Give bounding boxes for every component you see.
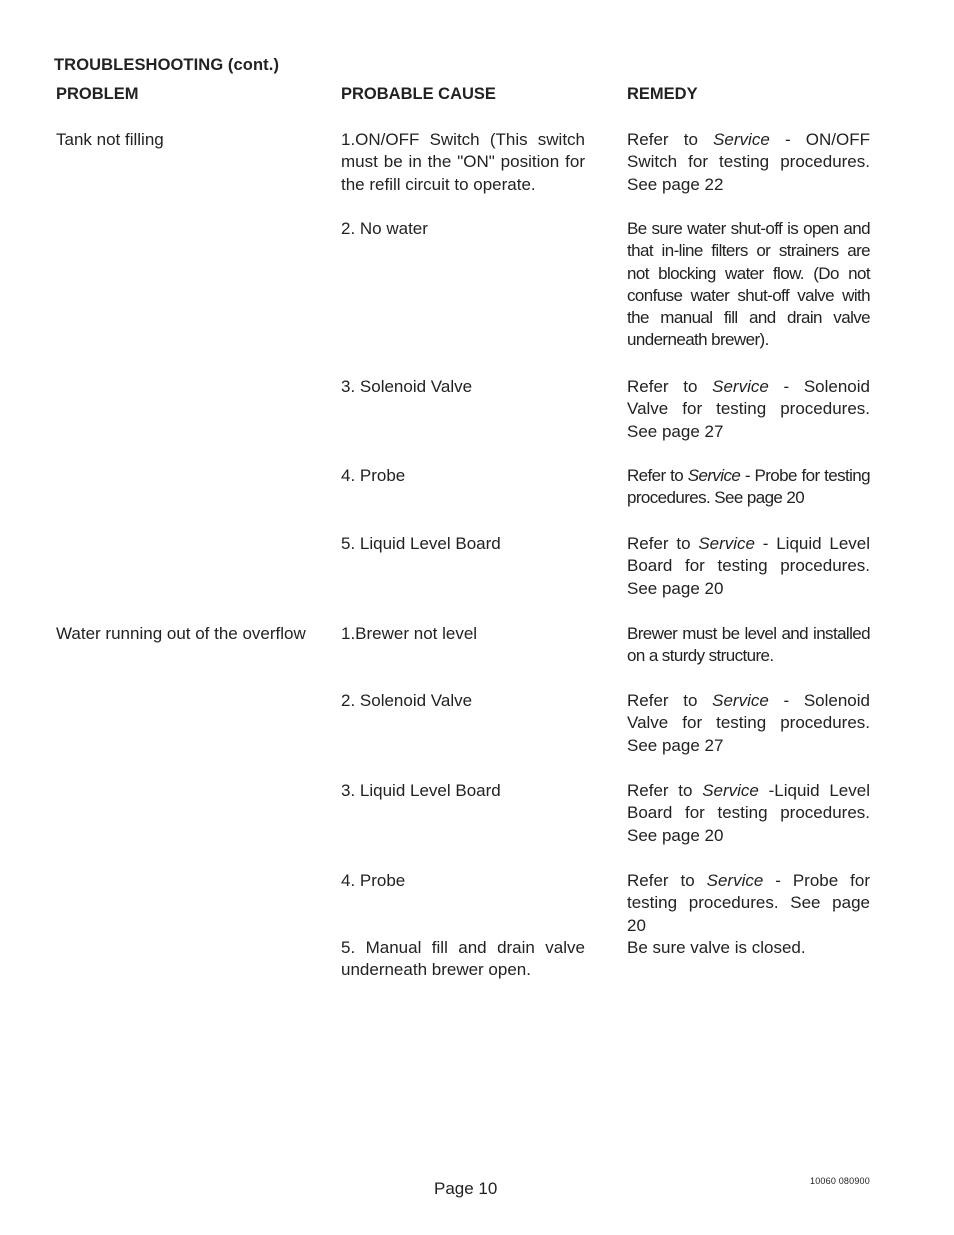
cause-cell: 4. Probe bbox=[341, 466, 406, 485]
problem-cell: Water running out of the overflow bbox=[56, 624, 306, 643]
remedy-cell: Refer to Service - ON/OFF Switch for testing procedures. See page 22 bbox=[627, 130, 870, 194]
remedy-cell: Refer to Service - Liquid Level Board for testing procedures. See page 20 bbox=[627, 534, 871, 598]
cause-cell: 4. Probe bbox=[341, 871, 406, 890]
document-code: 10060 080900 bbox=[810, 1176, 870, 1186]
remedy-cell: Refer to Service -Liquid Level Board for testing procedures. See page 20 bbox=[627, 781, 870, 845]
cause-cell: 5. Manual fill and drain valve underneath brewer open. bbox=[341, 938, 585, 980]
remedy-cell: Refer to Service - Probe for testing procedures. See page 20 bbox=[627, 466, 870, 508]
remedy-cell: Brewer must be level and installed on a sturdy structure. bbox=[627, 624, 870, 666]
column-header-problem: PROBLEM bbox=[56, 85, 139, 103]
cause-cell: 5. Liquid Level Board bbox=[341, 534, 501, 553]
cause-cell: 1.Brewer not level bbox=[341, 624, 478, 643]
column-header-cause: PROBABLE CAUSE bbox=[341, 85, 496, 103]
remedy-cell: Refer to Service - Solenoid Valve for testing procedures. See page 27 bbox=[627, 691, 870, 755]
problem-cell: Tank not filling bbox=[56, 130, 164, 149]
remedy-cell: Refer to Service - Solenoid Valve for testing procedures. See page 27 bbox=[627, 377, 870, 441]
cause-cell: 2. Solenoid Valve bbox=[341, 691, 473, 710]
column-header-remedy: REMEDY bbox=[627, 85, 698, 103]
page-number: Page 10 bbox=[434, 1179, 498, 1198]
cause-cell: 1.ON/OFF Switch (This switch must be in the "ON" position for the refill circuit to operate. bbox=[341, 130, 585, 194]
remedy-cell: Refer to Service - Probe for testing procedures. See page 20 bbox=[627, 871, 870, 935]
cause-cell: 3. Liquid Level Board bbox=[341, 781, 501, 800]
section-heading: TROUBLESHOOTING (cont.) bbox=[54, 56, 280, 74]
cause-cell: 3. Solenoid Valve bbox=[341, 377, 473, 396]
remedy-cell: Be sure valve is closed. bbox=[627, 938, 806, 957]
remedy-cell: Be sure water shut-off is open and that in-line filters or strainers are not blocking water flow. (Do not confuse water shut-off valve with the manual fill and drain valve underneath brewer). bbox=[627, 219, 870, 350]
cause-cell: 2. No water bbox=[341, 219, 428, 238]
